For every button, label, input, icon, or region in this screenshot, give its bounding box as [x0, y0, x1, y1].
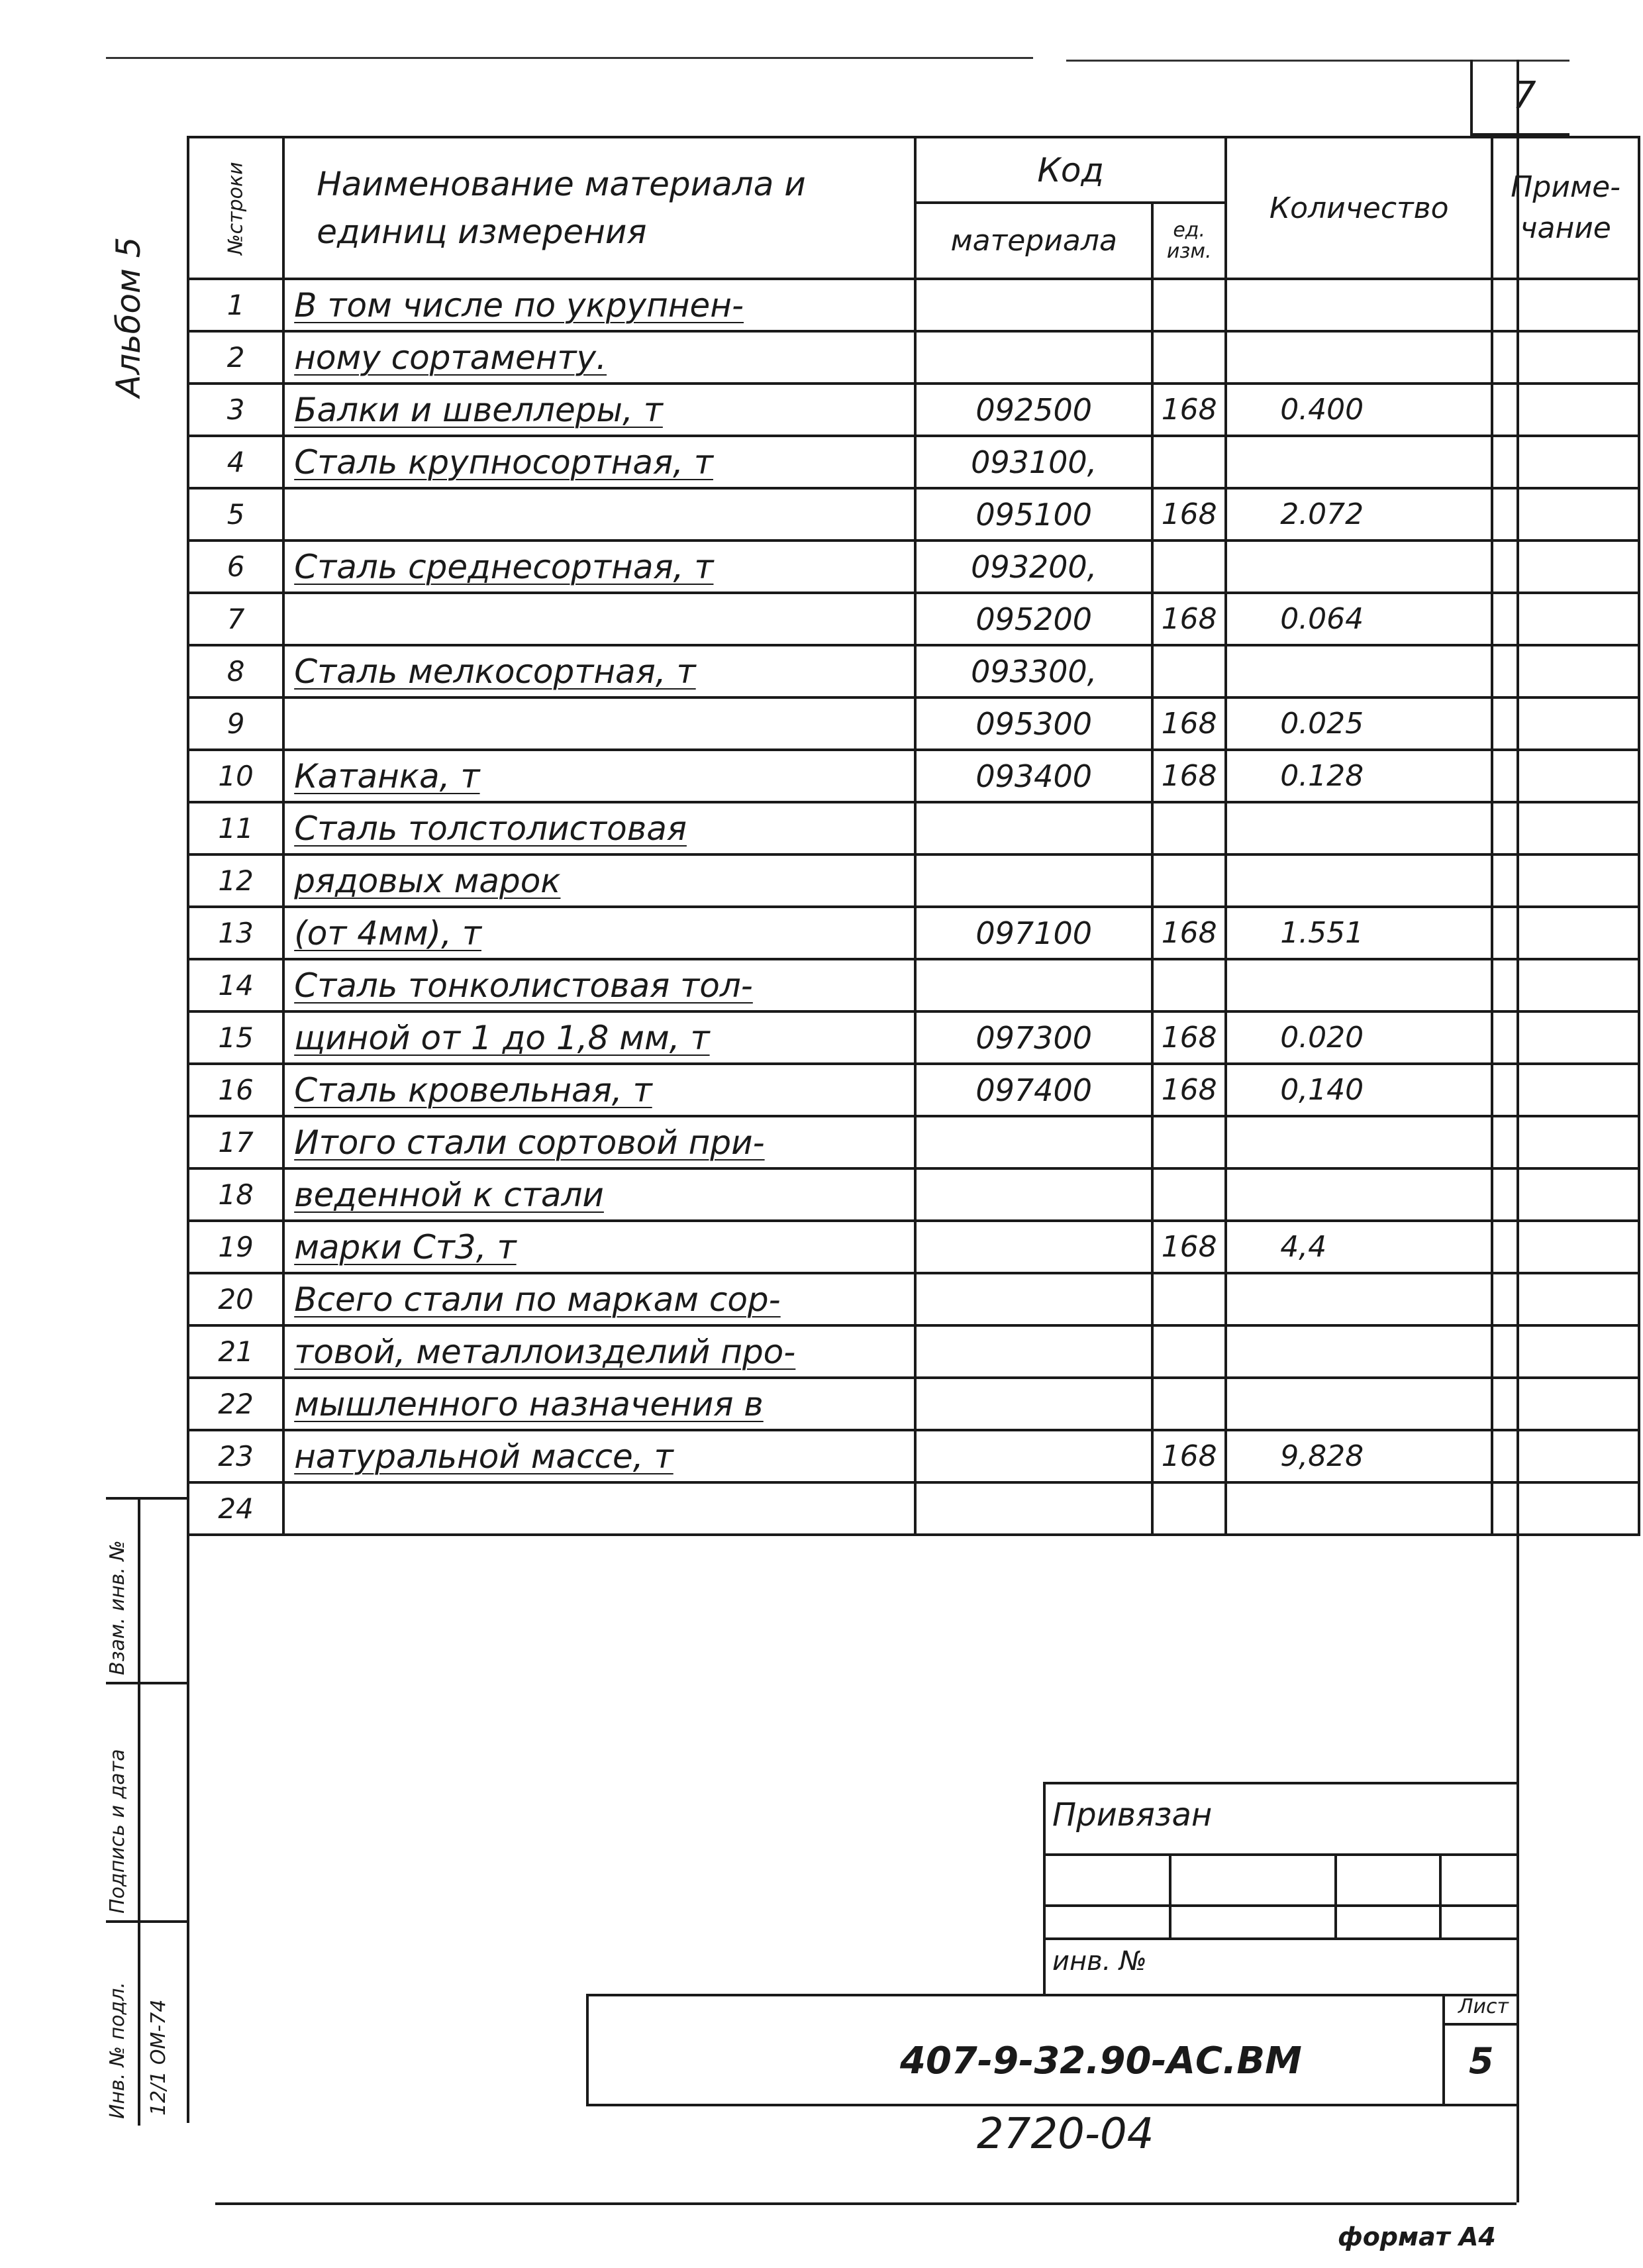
row-number-cell: 23 [188, 1430, 283, 1482]
stamp-row-line [1043, 1853, 1517, 1856]
row-name-cell: Сталь кровельная, т [283, 1064, 915, 1116]
row-note-cell [1492, 854, 1639, 907]
row-note-cell [1492, 645, 1639, 697]
inv-original-value: 12/1 ОМ-74 [147, 1999, 170, 2116]
row-quantity-cell: 0.025 [1226, 697, 1492, 750]
header-material: материала [915, 203, 1152, 279]
row-quantity-cell [1226, 1378, 1492, 1430]
row-note-cell [1492, 436, 1639, 488]
row-unit-code-cell: 168 [1152, 697, 1226, 750]
row-material-code-cell [915, 1482, 1152, 1535]
row-number-cell: 11 [188, 802, 283, 854]
row-name-cell: Сталь мелкосортная, т [283, 645, 915, 697]
row-number-cell: 6 [188, 541, 283, 593]
header-row-number: №строки [188, 137, 283, 279]
row-material-code-cell: 093300, [915, 645, 1152, 697]
binding-stamp [1043, 1782, 1517, 1994]
stamp-bound-label: Привязан [1052, 1796, 1213, 1833]
table-row [188, 384, 1639, 436]
row-unit-code-cell: 168 [1152, 1064, 1226, 1116]
row-note-cell [1492, 1273, 1639, 1325]
row-name-cell: марки Ст3, т [283, 1221, 915, 1273]
row-unit-code-cell [1152, 541, 1226, 593]
row-unit-code-cell: 168 [1152, 1011, 1226, 1064]
table-row [188, 1168, 1639, 1221]
row-name-cell [283, 1482, 915, 1535]
row-note-cell [1492, 279, 1639, 331]
table-row [188, 1221, 1639, 1273]
row-quantity-cell [1226, 279, 1492, 331]
row-note-cell [1492, 331, 1639, 384]
row-number-cell: 8 [188, 645, 283, 697]
header-quantity: Количество [1226, 137, 1492, 279]
row-material-code-cell: 093100, [915, 436, 1152, 488]
row-name-cell: ному сортаменту. [283, 331, 915, 384]
row-name-cell: Всего стали по маркам сор- [283, 1273, 915, 1325]
title-block [586, 1994, 1517, 2106]
row-name-cell: мышленного назначения в [283, 1378, 915, 1430]
row-quantity-cell [1226, 645, 1492, 697]
row-unit-code-cell: 168 [1152, 907, 1226, 959]
row-material-code-cell [915, 279, 1152, 331]
table-row [188, 279, 1639, 331]
row-material-code-cell: 097300 [915, 1011, 1152, 1064]
table-row [188, 488, 1639, 541]
sheet-box-divider [1445, 2023, 1517, 2026]
row-unit-code-cell: 168 [1152, 1430, 1226, 1482]
table-row [188, 750, 1639, 802]
table-header-row [188, 137, 1639, 203]
table-row [188, 541, 1639, 593]
table-row [188, 697, 1639, 750]
row-quantity-cell: 2.072 [1226, 488, 1492, 541]
row-note-cell [1492, 488, 1639, 541]
row-unit-code-cell [1152, 331, 1226, 384]
row-name-cell: Катанка, т [283, 750, 915, 802]
row-number-cell: 18 [188, 1168, 283, 1221]
row-material-code-cell: 093200, [915, 541, 1152, 593]
table-row [188, 802, 1639, 854]
table-row [188, 1273, 1639, 1325]
row-quantity-cell [1226, 1273, 1492, 1325]
table-row [188, 645, 1639, 697]
row-name-cell [283, 697, 915, 750]
row-number-cell: 4 [188, 436, 283, 488]
row-material-code-cell [915, 1325, 1152, 1378]
row-unit-code-cell: 168 [1152, 384, 1226, 436]
row-number-cell: 21 [188, 1325, 283, 1378]
row-material-code-cell: 093400 [915, 750, 1152, 802]
table-row [188, 907, 1639, 959]
row-material-code-cell: 092500 [915, 384, 1152, 436]
row-number-cell: 7 [188, 593, 283, 645]
row-note-cell [1492, 1011, 1639, 1064]
header-unit: ед. изм. [1152, 203, 1226, 279]
row-note-cell [1492, 1116, 1639, 1168]
row-number-cell: 19 [188, 1221, 283, 1273]
table-row [188, 1064, 1639, 1116]
row-quantity-cell: 4,4 [1226, 1221, 1492, 1273]
row-name-cell [283, 593, 915, 645]
row-note-cell [1492, 1221, 1639, 1273]
row-name-cell: Сталь толстолистовая [283, 802, 915, 854]
stamp-row-line [1043, 1937, 1517, 1940]
row-quantity-cell [1226, 541, 1492, 593]
row-note-cell [1492, 593, 1639, 645]
row-number-cell: 13 [188, 907, 283, 959]
stamp-inv-label: инв. № [1052, 1946, 1147, 1977]
row-note-cell [1492, 959, 1639, 1011]
table-row [188, 593, 1639, 645]
row-unit-code-cell [1152, 279, 1226, 331]
specification-table [187, 136, 1640, 1536]
table-row [188, 1325, 1639, 1378]
page-number: 7 [1513, 74, 1536, 117]
page-number-box [1470, 60, 1569, 136]
row-number-cell: 9 [188, 697, 283, 750]
row-material-code-cell [915, 854, 1152, 907]
row-note-cell [1492, 1064, 1639, 1116]
row-note-cell [1492, 697, 1639, 750]
approval-strip-separator-2 [106, 1920, 187, 1923]
header-code: Код [915, 137, 1226, 203]
table-row [188, 1430, 1639, 1482]
row-note-cell [1492, 1430, 1639, 1482]
row-note-cell [1492, 1378, 1639, 1430]
row-unit-code-cell [1152, 1325, 1226, 1378]
inventory-code: 2720-04 [977, 2110, 1154, 2159]
row-number-cell: 24 [188, 1482, 283, 1535]
row-number-cell: 1 [188, 279, 283, 331]
inv-original-label: Инв. № подл. [106, 1982, 129, 2119]
row-material-code-cell [915, 1221, 1152, 1273]
row-note-cell [1492, 1482, 1639, 1535]
row-number-cell: 17 [188, 1116, 283, 1168]
row-number-cell: 2 [188, 331, 283, 384]
row-name-cell: Итого стали сортовой при- [283, 1116, 915, 1168]
row-unit-code-cell [1152, 1273, 1226, 1325]
row-number-cell: 14 [188, 959, 283, 1011]
table-row [188, 331, 1639, 384]
table-row [188, 436, 1639, 488]
frame-bottom-border [215, 2202, 1517, 2205]
row-number-cell: 20 [188, 1273, 283, 1325]
row-quantity-cell: 0.020 [1226, 1011, 1492, 1064]
row-unit-code-cell: 168 [1152, 488, 1226, 541]
row-number-cell: 15 [188, 1011, 283, 1064]
row-name-cell: натуральной массе, т [283, 1430, 915, 1482]
signature-date-label: Подпись и дата [106, 1749, 129, 1914]
row-quantity-cell [1226, 1168, 1492, 1221]
table-row [188, 1378, 1639, 1430]
row-name-cell: рядовых марок [283, 854, 915, 907]
row-quantity-cell: 0.400 [1226, 384, 1492, 436]
row-unit-code-cell [1152, 645, 1226, 697]
sheet-number: 5 [1469, 2040, 1494, 2082]
row-name-cell: (от 4мм), т [283, 907, 915, 959]
table-row [188, 1116, 1639, 1168]
row-unit-code-cell [1152, 1482, 1226, 1535]
row-number-cell: 5 [188, 488, 283, 541]
row-unit-code-cell [1152, 854, 1226, 907]
row-material-code-cell: 095100 [915, 488, 1152, 541]
sheet-label: Лист [1458, 1995, 1509, 2018]
top-edge-rule [106, 57, 1033, 59]
row-note-cell [1492, 1168, 1639, 1221]
row-number-cell: 3 [188, 384, 283, 436]
row-number-cell: 22 [188, 1378, 283, 1430]
approval-strip [106, 1497, 187, 2123]
row-material-code-cell: 095200 [915, 593, 1152, 645]
row-material-code-cell [915, 1430, 1152, 1482]
format-label: формат А4 [1338, 2222, 1496, 2251]
row-quantity-cell: 1.551 [1226, 907, 1492, 959]
row-number-cell: 16 [188, 1064, 283, 1116]
stamp-col-line [1334, 1853, 1337, 1937]
row-quantity-cell: 0.128 [1226, 750, 1492, 802]
row-quantity-cell [1226, 959, 1492, 1011]
row-quantity-cell: 0,140 [1226, 1064, 1492, 1116]
row-quantity-cell [1226, 331, 1492, 384]
row-unit-code-cell: 168 [1152, 750, 1226, 802]
row-name-cell: товой, металлоизделий про- [283, 1325, 915, 1378]
row-material-code-cell: 095300 [915, 697, 1152, 750]
approval-strip-divider [138, 1500, 140, 2126]
row-unit-code-cell: 168 [1152, 1221, 1226, 1273]
sheet-box [1442, 1994, 1517, 2106]
row-material-code-cell [915, 331, 1152, 384]
row-material-code-cell [915, 1168, 1152, 1221]
row-material-code-cell [915, 802, 1152, 854]
replaced-inv-label: Взам. инв. № [106, 1540, 129, 1675]
table-row [188, 1011, 1639, 1064]
row-name-cell: Сталь тонколистовая тол- [283, 959, 915, 1011]
table-row [188, 854, 1639, 907]
row-material-code-cell [915, 1273, 1152, 1325]
row-note-cell [1492, 907, 1639, 959]
row-quantity-cell [1226, 1325, 1492, 1378]
row-name-cell: щиной от 1 до 1,8 мм, т [283, 1011, 915, 1064]
row-quantity-cell [1226, 1116, 1492, 1168]
row-unit-code-cell [1152, 1378, 1226, 1430]
row-unit-code-cell [1152, 802, 1226, 854]
header-note: Приме-чание [1492, 137, 1639, 279]
stamp-col-line [1439, 1853, 1442, 1937]
row-quantity-cell [1226, 802, 1492, 854]
row-material-code-cell [915, 1116, 1152, 1168]
row-quantity-cell [1226, 436, 1492, 488]
row-unit-code-cell [1152, 1168, 1226, 1221]
row-material-code-cell [915, 1378, 1152, 1430]
row-name-cell: В том числе по укрупнен- [283, 279, 915, 331]
row-number-cell: 12 [188, 854, 283, 907]
row-note-cell [1492, 1325, 1639, 1378]
row-name-cell: Сталь крупносортная, т [283, 436, 915, 488]
row-unit-code-cell [1152, 959, 1226, 1011]
row-unit-code-cell [1152, 436, 1226, 488]
row-number-cell: 10 [188, 750, 283, 802]
approval-strip-separator [106, 1682, 187, 1684]
table-row [188, 1482, 1639, 1535]
row-name-cell: Балки и швеллеры, т [283, 384, 915, 436]
row-unit-code-cell: 168 [1152, 593, 1226, 645]
stamp-row-line [1043, 1904, 1517, 1907]
header-name: Наименование материала и единиц измерения [283, 137, 915, 279]
row-quantity-cell [1226, 1482, 1492, 1535]
row-name-cell: веденной к стали [283, 1168, 915, 1221]
row-quantity-cell: 9,828 [1226, 1430, 1492, 1482]
row-note-cell [1492, 541, 1639, 593]
row-note-cell [1492, 802, 1639, 854]
row-unit-code-cell [1152, 1116, 1226, 1168]
row-note-cell [1492, 750, 1639, 802]
row-material-code-cell [915, 959, 1152, 1011]
row-material-code-cell: 097100 [915, 907, 1152, 959]
row-quantity-cell [1226, 854, 1492, 907]
row-name-cell [283, 488, 915, 541]
row-quantity-cell: 0.064 [1226, 593, 1492, 645]
row-material-code-cell: 097400 [915, 1064, 1152, 1116]
album-label: Альбом 5 [109, 236, 148, 397]
stamp-col-line [1169, 1853, 1171, 1937]
table-row [188, 959, 1639, 1011]
row-name-cell: Сталь среднесортная, т [283, 541, 915, 593]
document-code: 407-9-32.90-АС.ВМ [900, 2039, 1302, 2083]
row-note-cell [1492, 384, 1639, 436]
